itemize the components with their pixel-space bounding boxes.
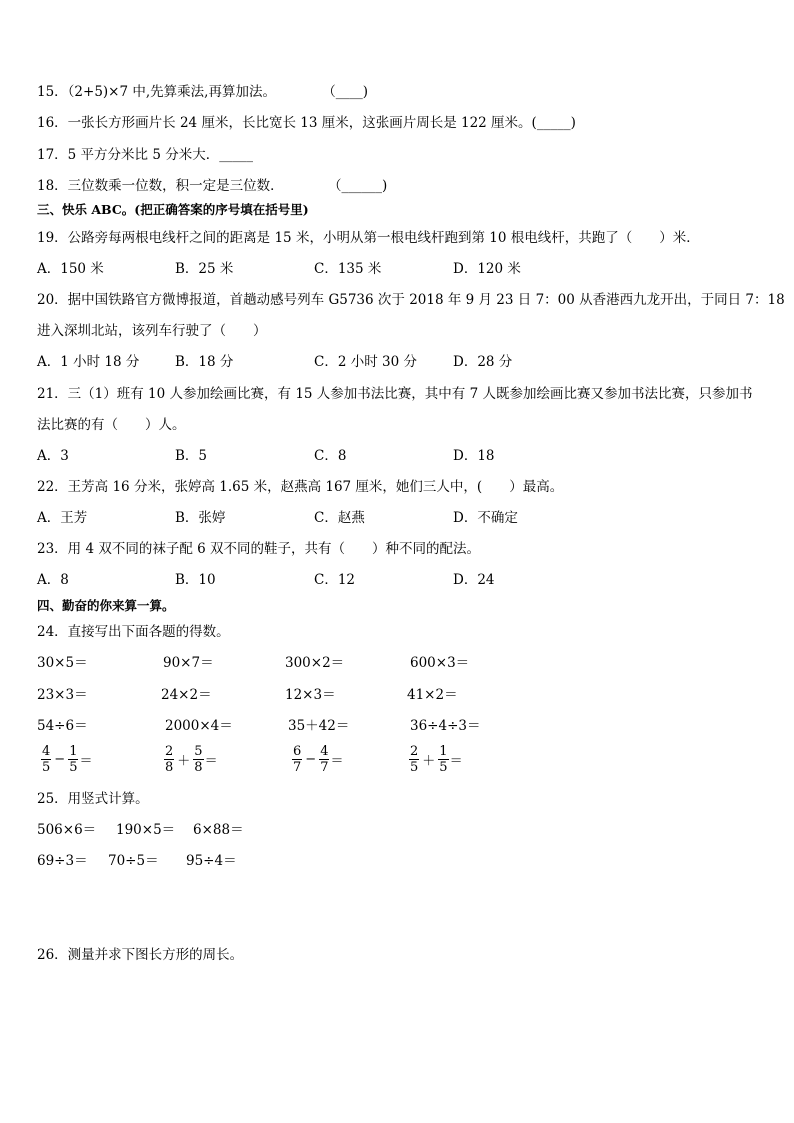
calc-item: 600×3＝ [410,655,470,671]
calc-item: 35＋42＝ [288,718,350,734]
option-a[interactable]: A．王芳 [37,510,88,526]
option-d[interactable]: D．18 [453,448,495,464]
option-c[interactable]: C．12 [314,572,356,588]
calc-item: 70÷5＝ [108,853,159,869]
option-b[interactable]: B．25 米 [175,261,234,277]
calc-item: 69÷3＝ [37,853,88,869]
option-d[interactable]: D．不确定 [453,510,518,526]
calc-item: 23×3＝ [37,687,88,703]
question-15: 15．（2+5)×7 中,先算乘法,再算加法。 （____) [37,84,369,100]
fraction-expression: $\frac{2}{5}$ ＋ $\frac{1}{5}$ ＝ [410,744,463,775]
option-b[interactable]: B．10 [175,572,216,588]
option-b[interactable]: B．18 分 [175,354,234,370]
calc-item: 36÷4÷3＝ [410,718,481,734]
option-a[interactable]: A．1 小时 18 分 [37,354,140,370]
fraction-expression: $\frac{2}{8}$ ＋ $\frac{5}{8}$ ＝ [165,744,218,775]
option-c[interactable]: C．赵燕 [314,510,365,526]
option-d[interactable]: D．28 分 [453,354,513,370]
option-a[interactable]: A．150 米 [37,261,104,277]
question-16: 16．一张长方形画片长 24 厘米，长比宽长 13 厘米，这张画片周长是 122 厘米。(_____) [37,115,576,131]
question-22: 22．王芳高 16 分米，张婷高 1.65 米，赵燕高 167 厘米，她们三人中，( ）最高。 [37,479,564,495]
question-23: 23．用 4 双不同的袜子配 6 双不同的鞋子，共有（ ）种不同的配法。 [37,541,481,557]
option-b[interactable]: B．张婷 [175,510,226,526]
calc-item: 90×7＝ [163,655,214,671]
option-c[interactable]: C．135 米 [314,261,382,277]
calc-item: 190×5＝ [116,822,176,838]
section-3-heading: 三、快乐 ABC。(把正确答案的序号填在括号里) [37,202,309,217]
calc-item: 95÷4＝ [186,853,237,869]
question-19: 19．公路旁每两根电线杆之间的距离是 15 米，小明从第一根电线杆跑到第 10 根电线杆，共跑了（ ）米． [37,230,700,246]
option-d[interactable]: D．24 [453,572,495,588]
option-b[interactable]: B．5 [175,448,208,464]
option-d[interactable]: D．120 米 [453,261,521,277]
calc-item: 2000×4＝ [165,718,233,734]
option-c[interactable]: C．2 小时 30 分 [314,354,417,370]
question-25: 25．用竖式计算。 [37,791,149,807]
option-c[interactable]: C．8 [314,448,347,464]
question-24: 24．直接写出下面各题的得数。 [37,624,230,640]
section-4-heading: 四、勤奋的你来算一算。 [37,598,175,613]
calc-item: 300×2＝ [285,655,345,671]
fraction-expression: $\frac{4}{5}$ − $\frac{1}{5}$ ＝ [42,744,93,775]
answer-paren-18[interactable]: （______) [327,178,388,194]
question-21-line-1: 21．三（1）班有 10 人参加绘画比赛，有 15 人参加书法比赛，其中有 7 人既参加绘画比赛又参加书法比赛，只参加书 [37,386,753,402]
calc-item: 12×3＝ [285,687,336,703]
calc-item: 54÷6＝ [37,718,88,734]
calc-item: 24×2＝ [161,687,212,703]
answer-paren-15[interactable]: （____) [322,84,369,100]
question-26: 26．测量并求下图长方形的周长。 [37,947,244,963]
question-20-line-1: 20．据中国铁路官方微博报道，首趟动感号列车 G5736 次于 2018 年 9 月 23 日 7：00 从香港西九龙开出，于同日 7：18 [37,292,785,308]
calc-item: 506×6＝ [37,822,97,838]
option-a[interactable]: A．8 [37,572,69,588]
calc-item: 41×2＝ [407,687,458,703]
calc-item: 6×88＝ [193,822,244,838]
question-17: 17．5 平方分米比 5 分米大．_____ [37,147,253,163]
question-21-line-2: 法比赛的有（ ）人。 [37,417,186,433]
fraction-expression: $\frac{6}{7}$ − $\frac{4}{7}$ ＝ [293,744,344,775]
calc-item: 30×5＝ [37,655,88,671]
option-a[interactable]: A．3 [37,448,69,464]
question-20-line-2: 进入深圳北站，该列车行驶了（ ） [37,323,267,339]
question-18: 18．三位数乘一位数，积一定是三位数． （______) [37,178,388,194]
